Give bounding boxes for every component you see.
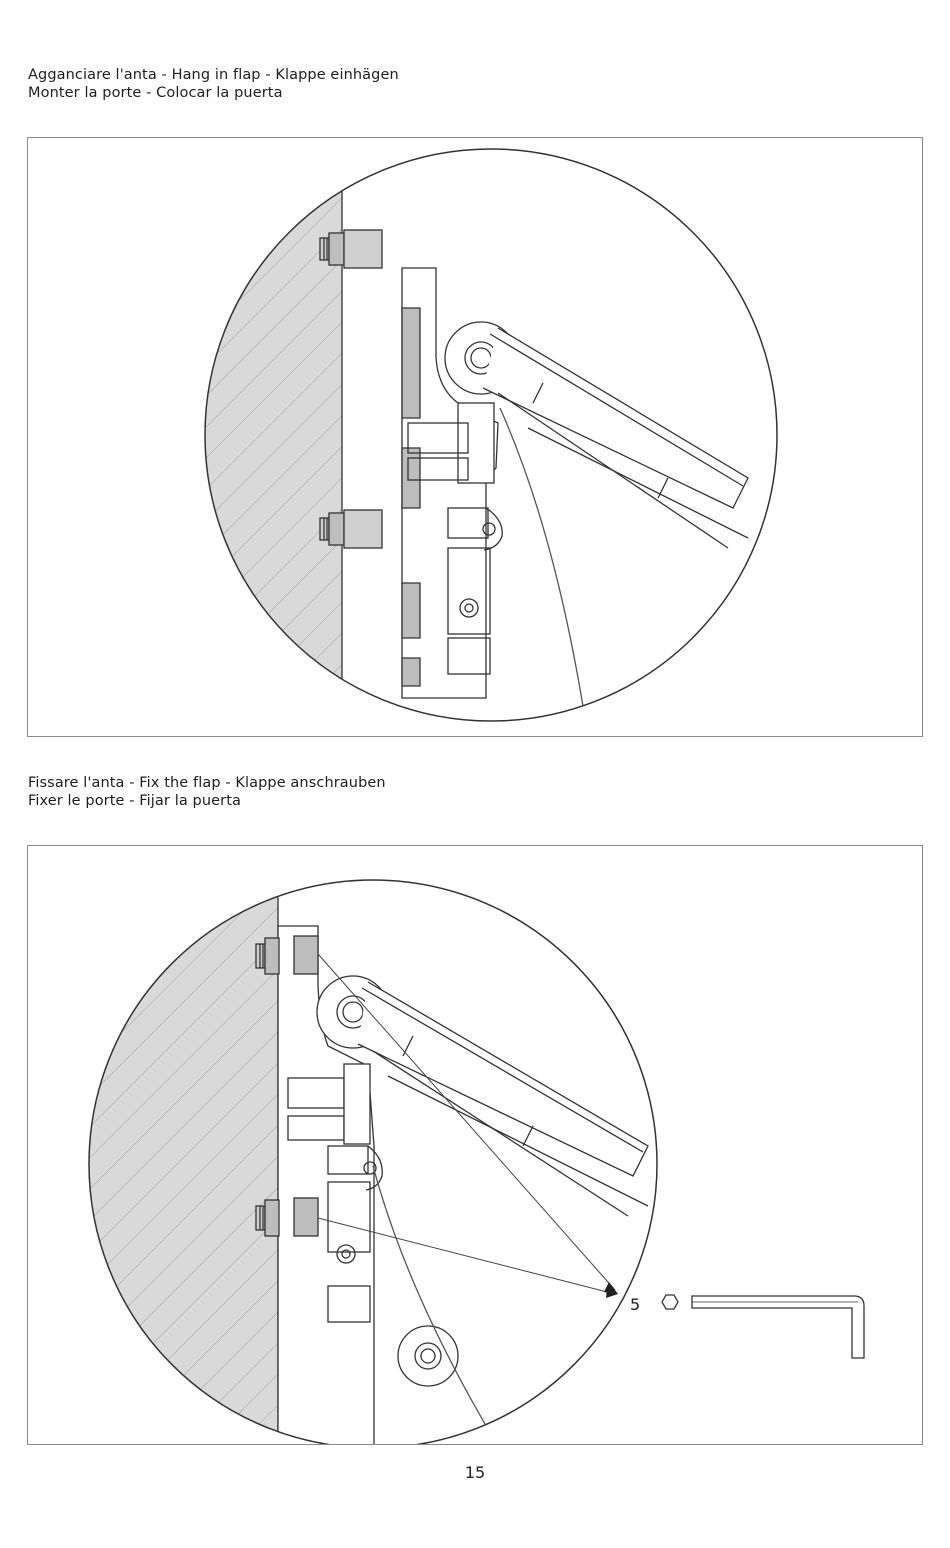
wall-section	[178, 138, 342, 736]
tool-size-label: 5	[630, 1295, 641, 1314]
step2-illustration	[28, 846, 922, 1444]
wall-section	[68, 846, 278, 1444]
step1-figure-frame	[27, 137, 923, 737]
step2-caption-line2: Fixer le porte - Fijar la puerta	[28, 793, 241, 809]
page-number: 15	[464, 1463, 486, 1482]
step2-caption	[28, 774, 386, 810]
wall-bolt-upper	[320, 230, 382, 268]
step1-caption-line2: Monter la porte - Colocar la puerta	[28, 85, 283, 101]
step2-figure-frame	[27, 845, 923, 1445]
lower-roller	[398, 1326, 458, 1386]
step1-caption	[28, 66, 399, 102]
allen-key-icon	[692, 1296, 864, 1358]
hex-socket-icon	[662, 1295, 678, 1309]
wall-bolt-lower	[320, 510, 382, 548]
step2-caption-line1: Fissare l'anta - Fix the flap - Klappe anschrauben	[28, 775, 386, 791]
step1-caption-line1: Agganciare l'anta - Hang in flap - Klappe einhägen	[28, 67, 399, 83]
step1-illustration	[28, 138, 922, 736]
